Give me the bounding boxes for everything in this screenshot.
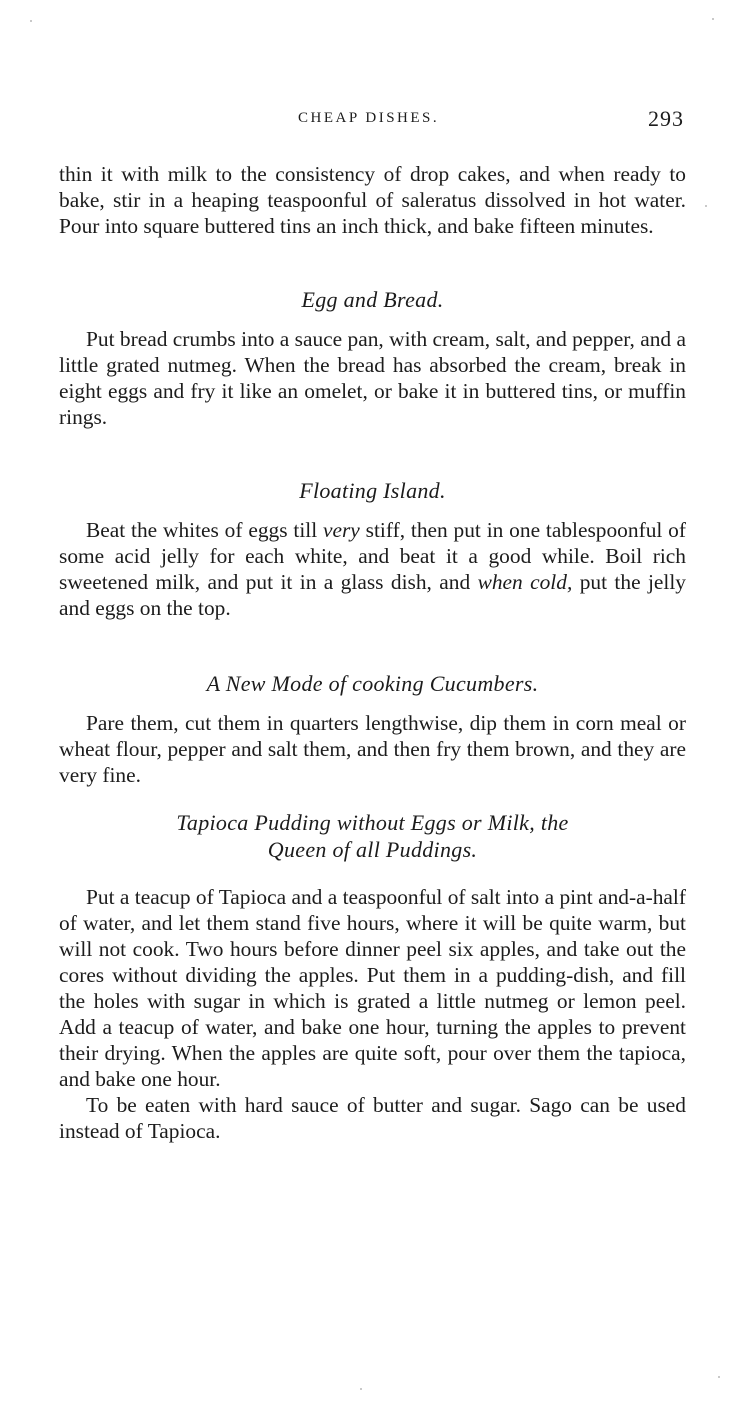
page-number: 293 xyxy=(648,106,684,131)
recipe-body-floating-island xyxy=(59,517,686,621)
paper-speck xyxy=(712,18,714,20)
emphasis-when-cold: when cold, xyxy=(477,570,573,594)
paper-speck xyxy=(705,205,707,207)
recipe-body-cucumbers xyxy=(59,710,686,788)
recipe-title-floating-island: Floating Island. xyxy=(299,478,446,503)
text-run: Beat the whites of eggs till xyxy=(86,518,323,542)
recipe-paragraph: Put a teacup of Tapioca and a teaspoonful of salt into a pint and-a-half of water, and let them stand five hours, where it will be quite warm, but will not cook. Two hours before dinner peel six apples, and take out the cores without dividing the apples. Put them in a pudding-dish, and fill the holes with sugar in which is grated a little nutmeg or lemon peel. Add a teacup of water, and bake one hour, turning the apples to prevent their drying. When the apples are quite soft, pour over them the tapioca, and bake one hour. xyxy=(59,885,686,1091)
recipe-paragraph xyxy=(59,517,686,621)
continuation-text: thin it with milk to the consistency of drop cakes, and when ready to bake, stir in a heaping teaspoonful of saleratus dissolved in hot water. Pour into square buttered tins an inch thick, and bake fifteen minutes. xyxy=(59,162,686,238)
recipe-body-tapioca xyxy=(59,884,686,1144)
text-run: stiff, then put in one tablespoonful of some acid jelly for each white, and beat it a good while. Boil rich sweetened milk, and put it in a glass dish, and xyxy=(59,518,686,594)
recipe-title-tapioca-line1: Tapioca Pudding without Eggs or Milk, the xyxy=(176,810,569,835)
recipe-title-cucumbers: A New Mode of cooking Cucumbers. xyxy=(206,671,539,696)
paper-speck xyxy=(718,1376,720,1378)
continuation-paragraph xyxy=(59,161,686,239)
text-run: put the jelly and eggs on the top. xyxy=(59,570,686,620)
recipe-paragraph: To be eaten with hard sauce of butter and sugar. Sago can be used instead of Tapioca. xyxy=(59,1093,686,1143)
recipe-paragraph: Put bread crumbs into a sauce pan, with cream, salt, and pepper, and a little grated nutmeg. When the bread has absorbed the cream, break in eight eggs and fry it like an omelet, or bake it in buttered tins, or muffin rings. xyxy=(59,327,686,429)
recipe-paragraph: Pare them, cut them in quarters lengthwise, dip them in corn meal or wheat flour, pepper and salt them, and then fry them brown, and they are very fine. xyxy=(59,711,686,787)
paper-speck xyxy=(360,1388,362,1390)
recipe-body-egg-and-bread xyxy=(59,326,686,430)
emphasis-very: very xyxy=(322,518,360,542)
recipe-title-tapioca-line2: Queen of all Puddings. xyxy=(267,837,478,862)
running-head: CHEAP DISHES. xyxy=(298,110,440,126)
paper-speck xyxy=(30,20,32,22)
page-header xyxy=(0,106,750,136)
recipe-title-egg-and-bread: Egg and Bread. xyxy=(301,287,444,312)
